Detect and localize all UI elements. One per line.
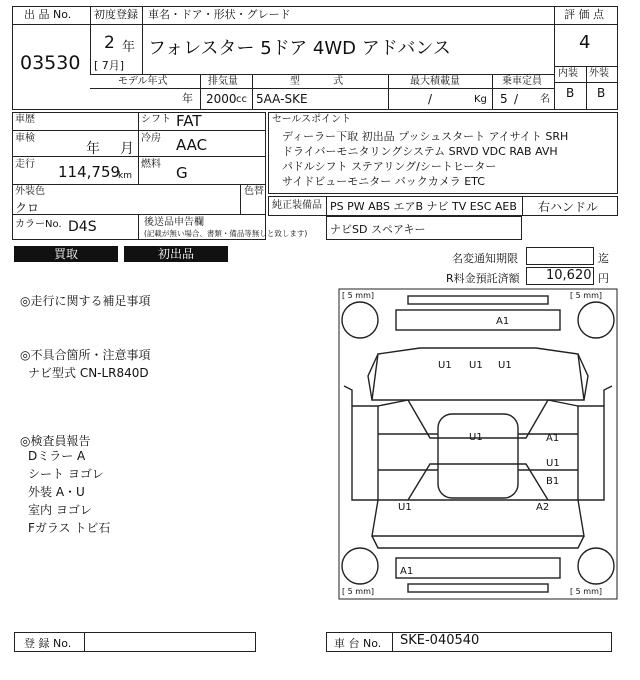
chassis-label: 車 台 No.	[334, 637, 382, 650]
aftermarket-label: 後送品申告欄	[144, 217, 204, 228]
grade-label: 評 価 点	[564, 8, 604, 21]
color-change-label: 色替	[244, 186, 264, 197]
capacity-sep: /	[514, 92, 519, 106]
notice-box	[526, 247, 594, 265]
inspector-item-1: Dミラー A	[28, 449, 86, 463]
mark-left-quarter: U1	[398, 502, 412, 513]
tire-front-left	[342, 302, 378, 338]
rear-lip	[408, 584, 548, 592]
roof-panel	[438, 414, 518, 498]
first-listing-badge: 初出品	[124, 246, 228, 262]
tire-front-right	[578, 302, 614, 338]
sales-title: セールスポイント	[272, 114, 352, 125]
model-code: 5AA-SKE	[256, 92, 308, 106]
exterior-grade: B	[597, 86, 606, 100]
tire-rear-right	[578, 548, 614, 584]
damage-diagram	[338, 288, 618, 600]
displacement-label: 排気量	[208, 76, 238, 87]
model-year-unit: 年	[182, 92, 193, 105]
lot-no: 03530	[20, 52, 81, 74]
driving-notes-title: ◎走行に関する補足事項	[20, 294, 151, 308]
chassis-no: SKE-040540	[400, 633, 480, 648]
mark-rear-door: U1	[546, 458, 560, 469]
max-load-label: 最大積載量	[410, 76, 460, 87]
tire-depth-rr: [ 5 mm]	[570, 587, 603, 596]
color-no-label: カラーNo.	[15, 219, 62, 230]
recycle-fee: 10,620	[546, 268, 592, 283]
capacity-unit: 名	[540, 94, 550, 105]
capacity-label: 乗車定員	[502, 76, 542, 87]
ac-label: 冷房	[141, 133, 161, 144]
inspector-item-2: シート ヨゴレ	[28, 467, 104, 481]
inspection-month: 月	[120, 141, 134, 157]
left-body	[352, 406, 378, 500]
mileage-unit: km	[118, 171, 132, 181]
rear-bumper	[396, 558, 560, 578]
notice-unit: 迄	[598, 252, 609, 265]
sales-line-2: ドライバーモニタリングシステム SRVD VDC RAB AVH	[282, 145, 558, 158]
ac: AAC	[176, 136, 208, 154]
mark-rear-quarter: A2	[536, 502, 550, 513]
sales-line-3: パドルシフト ステアリング/シートヒーター	[282, 160, 497, 173]
reg-no-label: 登 録 No.	[24, 637, 72, 650]
purchase-badge: 買取	[14, 246, 118, 262]
inspector-item-5: Fガラス トビ石	[28, 521, 111, 535]
mark-hood-left: U1	[438, 360, 452, 371]
defect-item: ナビ型式 CN-LR840D	[28, 366, 149, 380]
front-lip	[408, 296, 548, 304]
interior-grade: B	[566, 86, 575, 100]
steering: 右ハンドル	[538, 200, 599, 214]
tire-depth-rl: [ 5 mm]	[342, 587, 375, 596]
mark-rear-bumper: A1	[400, 566, 414, 577]
sales-line-1: ディーラー下取 初出品 プッシュスタート アイサイト SRH	[282, 130, 569, 143]
reg-month: [ 7月]	[94, 59, 125, 72]
tire-rear-left	[342, 548, 378, 584]
mark-hood-right: U1	[498, 360, 512, 371]
shift-label: シフト	[141, 114, 171, 125]
inspection-year: 年	[86, 141, 100, 157]
overall-grade: 4	[579, 32, 591, 53]
recycle-unit: 円	[598, 272, 609, 285]
tire-depth-fr: [ 5 mm]	[570, 291, 603, 300]
mark-rear-door-2: B1	[546, 476, 560, 487]
ext-color-label: 外装色	[15, 186, 45, 197]
mark-front-bumper: A1	[496, 316, 510, 327]
aftermarket-items: ナビSD スペアキー	[330, 223, 426, 236]
tire-depth-fl: [ 5 mm]	[342, 291, 375, 300]
mark-front-door: A1	[546, 433, 560, 444]
front-bumper	[396, 310, 560, 330]
mark-hood-center: U1	[469, 360, 483, 371]
notice-label: 名変通知期限	[452, 252, 518, 265]
mileage: 114,759	[58, 163, 121, 181]
equip-label: 純正装備品	[272, 200, 322, 211]
first-reg-label: 初度登録	[94, 8, 138, 21]
reg-year-unit: 年	[122, 40, 136, 55]
displacement-unit: cc	[236, 94, 247, 105]
color-no: D4S	[68, 219, 97, 235]
model-label: 型 式	[290, 76, 344, 87]
model-year-label: モデル年式	[118, 76, 168, 87]
mileage-label: 走行	[15, 159, 35, 170]
shift: FAT	[176, 112, 202, 130]
max-load-sep: /	[428, 92, 433, 106]
hood-panel	[372, 348, 584, 400]
inspector-item-3: 外装 A・U	[28, 485, 85, 499]
inspector-item-4: 室内 ヨゴレ	[28, 503, 92, 517]
displacement: 2000	[206, 92, 237, 106]
mark-roof: U1	[469, 432, 483, 443]
defects-title: ◎不具合箇所・注意事項	[20, 348, 151, 362]
equip: PS PW ABS エアB ナビ TV ESC AEB	[330, 200, 517, 213]
right-body	[578, 406, 604, 500]
capacity: 5	[500, 92, 508, 106]
reg-year: 2	[104, 33, 115, 53]
fuel: G	[176, 164, 188, 182]
exterior-label: 外装	[589, 68, 609, 79]
car-name: フォレスター 5ドア 4WD アドバンス	[148, 38, 451, 59]
max-load-unit: Kg	[474, 94, 487, 105]
inspector-title: ◎検査員報告	[20, 434, 91, 448]
car-label: 車名・ドア・形状・グレード	[148, 8, 291, 21]
inspection-label: 車検	[15, 133, 35, 144]
aftermarket-note: (記載が無い場合、書類・備品等無しと致します)	[144, 229, 308, 238]
sales-line-4: サイドビューモニター バックカメラ ETC	[282, 175, 485, 188]
lot-no-label: 出 品 No.	[24, 8, 72, 21]
ext-color: クロ	[15, 201, 40, 215]
recycle-label: R料金預託済額	[446, 272, 520, 285]
interior-label: 内装	[558, 68, 578, 79]
fuel-label: 燃料	[141, 159, 161, 170]
history-label: 車歴	[15, 114, 35, 125]
